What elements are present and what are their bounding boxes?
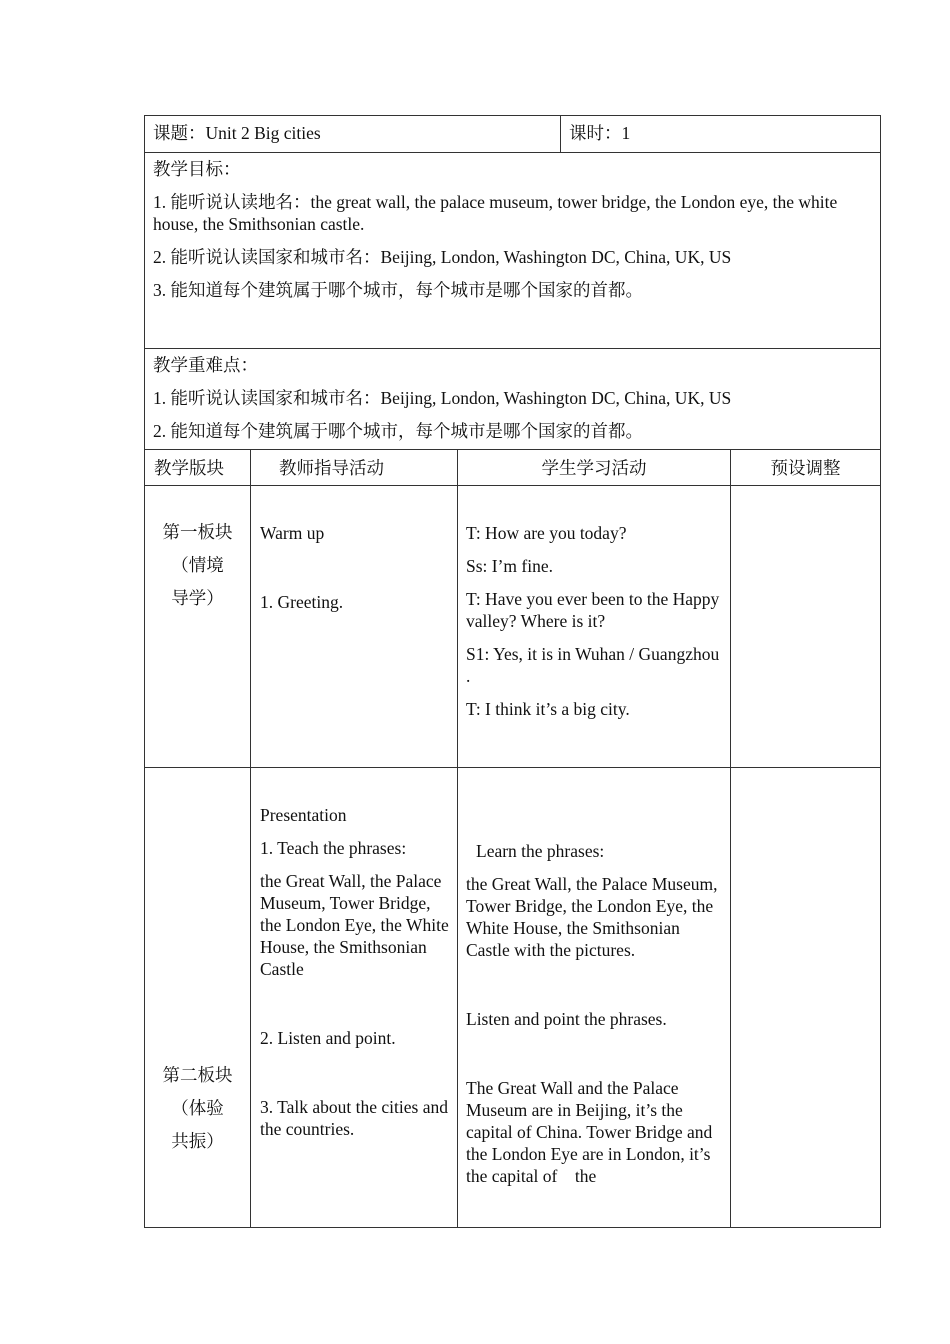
column-header-student: 学生学习活动 [458,450,731,486]
column-header-row [145,450,881,486]
block2-teacher-line: Presentation [260,805,347,825]
objective-item: 2. 能听说认读国家和城市名：Beijing, London, Washington DC, China, UK, US [153,247,732,267]
block2-teacher-line: the Great Wall, the Palace Museum, Tower Bridge, the London Eye, the White House, the Smithsonian Castle [260,871,449,979]
block1-student-cell [458,486,731,768]
block2-student-line: Learn the phrases: [476,841,605,861]
objectives-title: 教学目标： [153,159,241,179]
objective-item: 1. 能听说认读地名：the great wall, the palace museum, tower bridge, the London eye, the white house, the Smithsonian castle. [153,192,838,234]
lesson-plan-table [144,115,881,1228]
block2-teacher-cell [251,768,458,1228]
key-points-cell [145,349,881,450]
block2-label-line: 共振） [171,1131,224,1151]
block1-student-line: Ss: I’m fine. [466,556,554,576]
objective-item: 3. 能知道每个建筑属于哪个城市，每个城市是哪个国家的首都。 [153,280,643,300]
block1-row [145,486,881,768]
block2-label-line: （体验 [171,1098,224,1118]
column-header-teacher: 教师指导活动 [251,450,458,486]
block2-student-cell [458,768,731,1228]
block2-label-line: 第二板块 [162,1065,233,1085]
column-header-adjust: 预设调整 [731,450,881,486]
block1-student-line: S1: Yes, it is in Wuhan / Guangzhou . [466,644,720,686]
block1-label-line: （情境 [171,555,224,575]
period-label: 课时： [569,123,622,143]
topic-cell [145,116,561,153]
block2-row [145,768,881,1228]
block1-student-line: T: How are you today? [466,523,627,543]
block1-student-line: T: Have you ever been to the Happy valley? Where is it? [466,589,720,631]
header-row [145,116,881,153]
block1-label [145,486,251,768]
block1-student-line: T: I think it’s a big city. [466,699,630,719]
block2-student-line: Listen and point the phrases. [466,1009,667,1029]
block1-label-line: 导学） [171,588,224,608]
block2-student-line: the Great Wall, the Palace Museum, Tower Bridge, the London Eye, the White House, the Smithsonian Castle with the pictures. [466,874,718,960]
block2-teacher-line: 2. Listen and point. [260,1028,396,1048]
block1-label-line: 第一板块 [162,522,233,542]
block2-teacher-line: 3. Talk about the cities and the countries. [260,1097,448,1139]
lesson-plan-page [144,115,880,1228]
block1-teacher-line: Warm up [260,523,325,543]
column-header-block: 教学版块 [145,450,251,486]
block1-adjust-cell [731,486,881,768]
key-points-row [145,349,881,450]
key-points-title: 教学重难点： [153,355,258,375]
period-value: 1 [621,123,631,143]
topic-label: 课题： [153,123,206,143]
block2-teacher-line: 1. Teach the phrases: [260,838,407,858]
key-point-item: 1. 能听说认读国家和城市名：Beijing, London, Washington DC, China, UK, US [153,388,732,408]
block2-adjust-cell [731,768,881,1228]
block2-label [145,768,251,1228]
topic-value: Unit 2 Big cities [205,123,321,143]
objectives-cell [145,153,881,349]
block2-student-line: The Great Wall and the Palace Museum are in Beijing, it’s the capital of China. Tower Bridge and the London Eye are in London, it’s the capital of the [466,1078,728,1186]
objectives-row [145,153,881,349]
block1-teacher-cell [251,486,458,768]
period-cell [561,116,881,153]
block1-teacher-line: 1. Greeting. [260,592,344,612]
key-point-item: 2. 能知道每个建筑属于哪个城市，每个城市是哪个国家的首都。 [153,421,643,441]
